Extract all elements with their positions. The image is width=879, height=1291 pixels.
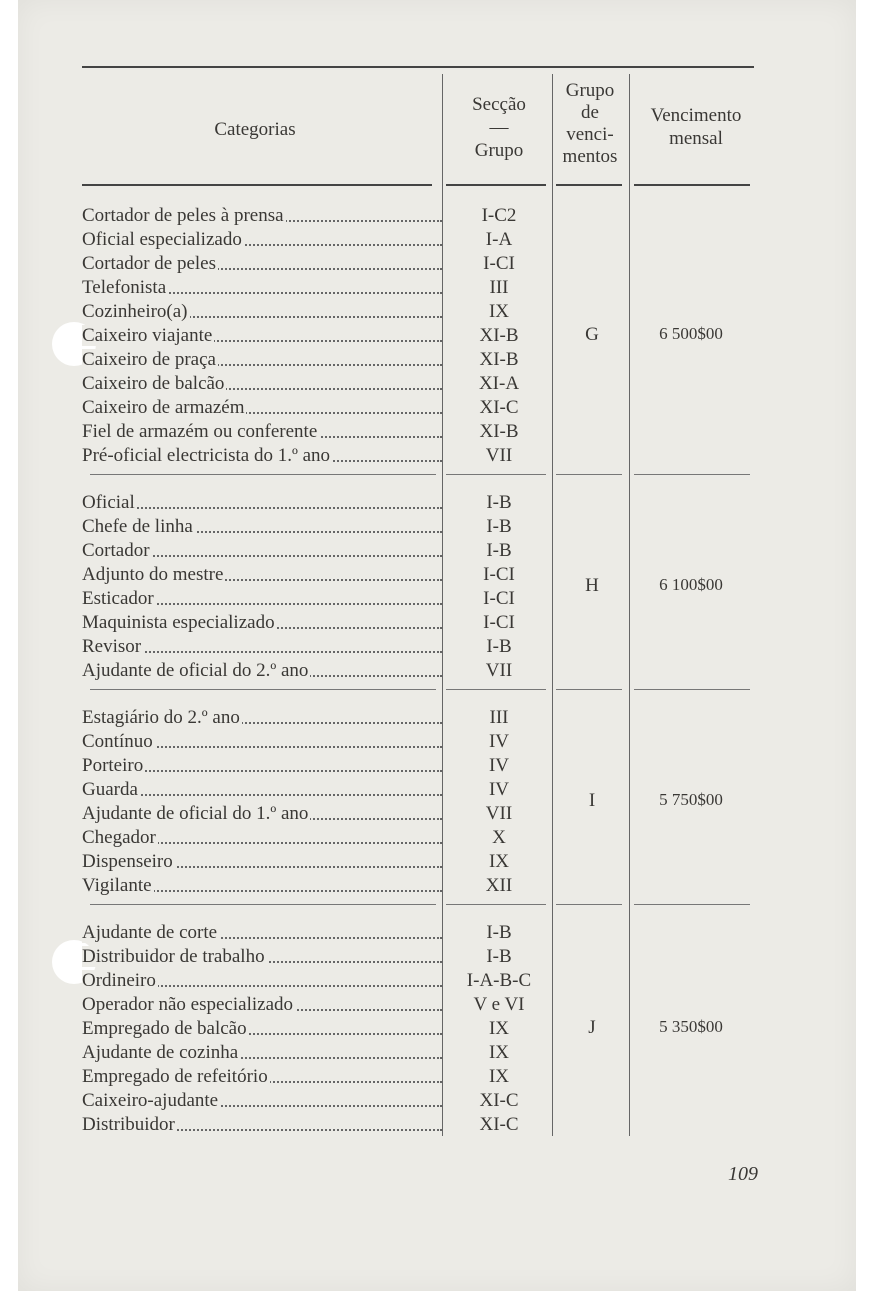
seccao-cell: IV xyxy=(488,755,510,776)
header-grupo-vencimentos: Grupo de venci- mentos xyxy=(562,80,618,167)
categoria-label: Distribuidor xyxy=(82,1114,175,1135)
categoria-row xyxy=(82,515,442,539)
column-line-1 xyxy=(442,74,443,1136)
categoria-row xyxy=(82,659,442,683)
seccao-cell: I-B xyxy=(486,922,512,943)
vencimento-cell: 5 750$00 xyxy=(659,790,723,809)
categoria-label: Ajudante de oficial do 2.º ano xyxy=(82,660,309,681)
categoria-label: Esticador xyxy=(82,588,154,609)
categoria-label: Caixeiro de balcão xyxy=(82,373,225,394)
header-vencimento: Vencimento mensal xyxy=(650,105,742,149)
seccao-cell: XI-C xyxy=(479,1090,519,1111)
categoria-row xyxy=(82,730,442,754)
seccao-cell: IV xyxy=(488,731,510,752)
categoria-label: Empregado de balcão xyxy=(82,1018,247,1039)
categoria-row xyxy=(82,444,442,468)
group-separator xyxy=(446,904,546,905)
seccao-cell: I-CI xyxy=(483,612,515,633)
grupo-vencimento-cell: I xyxy=(588,790,596,811)
categoria-label: Adjunto do mestre xyxy=(82,564,224,585)
seccao-cell: I-CI xyxy=(483,588,515,609)
categoria-row xyxy=(82,850,442,874)
seccao-cell: IX xyxy=(488,1066,510,1087)
categoria-row xyxy=(82,969,442,993)
categoria-label: Ajudante de oficial do 1.º ano xyxy=(82,803,309,824)
seccao-cell: I-B xyxy=(486,636,512,657)
seccao-cell: I-C2 xyxy=(481,205,517,226)
categoria-label: Chefe de linha xyxy=(82,516,193,537)
categoria-label: Vigilante xyxy=(82,875,152,896)
seccao-cell: V e VI xyxy=(473,994,525,1015)
group-separator xyxy=(90,689,436,690)
categoria-label: Fiel de armazém ou conferente xyxy=(82,421,318,442)
group-separator xyxy=(556,689,622,690)
seccao-cell: XI-C xyxy=(479,397,519,418)
categoria-row xyxy=(82,611,442,635)
categoria-row xyxy=(82,372,442,396)
categoria-row xyxy=(82,491,442,515)
categoria-label: Ordineiro xyxy=(82,970,156,991)
header-rule-seccao xyxy=(446,184,546,186)
categoria-row xyxy=(82,1113,442,1137)
categoria-label: Contínuo xyxy=(82,731,153,752)
categoria-label: Caixeiro-ajudante xyxy=(82,1090,219,1111)
seccao-cell: I-B xyxy=(486,516,512,537)
seccao-cell: IV xyxy=(488,779,510,800)
categoria-row xyxy=(82,587,442,611)
seccao-cell: I-CI xyxy=(483,564,515,585)
categoria-label: Telefonista xyxy=(82,277,167,298)
seccao-cell: I-A xyxy=(485,229,513,250)
seccao-cell: XI-C xyxy=(479,1114,519,1135)
group-separator xyxy=(90,474,436,475)
categoria-row xyxy=(82,348,442,372)
categoria-row xyxy=(82,802,442,826)
categoria-row xyxy=(82,706,442,730)
categoria-row xyxy=(82,778,442,802)
categoria-label: Caixeiro viajante xyxy=(82,325,213,346)
categoria-label: Chegador xyxy=(82,827,156,848)
categoria-label: Estagiário do 2.º ano xyxy=(82,707,240,728)
group-separator xyxy=(446,474,546,475)
seccao-cell: X xyxy=(492,827,506,848)
categoria-row xyxy=(82,252,442,276)
categoria-label: Oficial xyxy=(82,492,135,513)
group-separator xyxy=(446,689,546,690)
group-separator xyxy=(634,904,750,905)
header-categorias: Categorias xyxy=(214,119,296,140)
categoria-label: Ajudante de corte xyxy=(82,922,218,943)
categoria-label: Cortador de peles à prensa xyxy=(82,205,284,226)
categoria-row xyxy=(82,300,442,324)
categoria-row xyxy=(82,539,442,563)
grupo-vencimento-cell: H xyxy=(585,575,599,596)
categoria-label: Revisor xyxy=(82,636,142,657)
group-separator xyxy=(556,904,622,905)
categoria-row xyxy=(82,921,442,945)
categoria-row xyxy=(82,204,442,228)
seccao-cell: XI-B xyxy=(479,349,519,370)
seccao-cell: IX xyxy=(488,1018,510,1039)
categoria-label: Operador não especializado xyxy=(82,994,294,1015)
categoria-row xyxy=(82,945,442,969)
categoria-row xyxy=(82,228,442,252)
categoria-row xyxy=(82,420,442,444)
categoria-row xyxy=(82,563,442,587)
header-seccao: Secção — Grupo xyxy=(472,94,526,161)
header-rule-categorias xyxy=(82,184,432,186)
categoria-row xyxy=(82,635,442,659)
categoria-row xyxy=(82,276,442,300)
categoria-row xyxy=(82,754,442,778)
vencimento-cell: 6 100$00 xyxy=(659,575,723,594)
seccao-cell: IX xyxy=(488,1042,510,1063)
seccao-cell: I-B xyxy=(486,946,512,967)
group-separator xyxy=(634,474,750,475)
vencimento-cell: 6 500$00 xyxy=(659,324,723,343)
seccao-cell: XII xyxy=(485,875,513,896)
column-line-3 xyxy=(629,74,630,1136)
categoria-label: Guarda xyxy=(82,779,138,800)
header-rule-grupo xyxy=(556,184,622,186)
categoria-label: Distribuidor de trabalho xyxy=(82,946,265,967)
categoria-label: Porteiro xyxy=(82,755,144,776)
header-rule-vencimento xyxy=(634,184,750,186)
seccao-cell: VII xyxy=(485,660,513,681)
page-number: 109 xyxy=(728,1163,758,1185)
seccao-cell: VII xyxy=(485,803,513,824)
categoria-label: Maquinista especializado xyxy=(82,612,275,633)
categoria-label: Cozinheiro(a) xyxy=(82,301,188,322)
categoria-label: Cortador de peles xyxy=(82,253,217,274)
grupo-vencimento-cell: J xyxy=(588,1017,596,1038)
grupo-vencimento-cell: G xyxy=(585,324,599,345)
categoria-row xyxy=(82,826,442,850)
categoria-label: Caixeiro de armazém xyxy=(82,397,245,418)
seccao-cell: IX xyxy=(488,851,510,872)
categoria-label: Cortador xyxy=(82,540,150,561)
categoria-label: Empregado de refeitório xyxy=(82,1066,268,1087)
categoria-row xyxy=(82,1065,442,1089)
vencimento-cell: 5 350$00 xyxy=(659,1017,723,1036)
categoria-row xyxy=(82,993,442,1017)
top-rule xyxy=(82,66,754,68)
seccao-cell: IX xyxy=(488,301,510,322)
categoria-row xyxy=(82,396,442,420)
categoria-label: Oficial especializado xyxy=(82,229,242,250)
seccao-cell: XI-B xyxy=(479,421,519,442)
categoria-label: Caixeiro de praça xyxy=(82,349,216,370)
seccao-cell: I-CI xyxy=(483,253,515,274)
seccao-cell: III xyxy=(489,277,509,298)
seccao-cell: III xyxy=(489,707,509,728)
group-separator xyxy=(634,689,750,690)
seccao-cell: XI-A xyxy=(478,373,520,394)
categoria-row xyxy=(82,324,442,348)
categoria-row xyxy=(82,1017,442,1041)
categoria-row xyxy=(82,874,442,898)
seccao-cell: I-B xyxy=(486,540,512,561)
group-separator xyxy=(556,474,622,475)
seccao-cell: XI-B xyxy=(479,325,519,346)
seccao-cell: VII xyxy=(485,445,513,466)
categoria-label: Ajudante de cozinha xyxy=(82,1042,239,1063)
categoria-label: Pré-oficial electricista do 1.º ano xyxy=(82,445,331,466)
group-separator xyxy=(90,904,436,905)
seccao-cell: I-B xyxy=(486,492,512,513)
categoria-row xyxy=(82,1041,442,1065)
categoria-row xyxy=(82,1089,442,1113)
seccao-cell: I-A-B-C xyxy=(466,970,532,991)
categoria-label: Dispenseiro xyxy=(82,851,173,872)
